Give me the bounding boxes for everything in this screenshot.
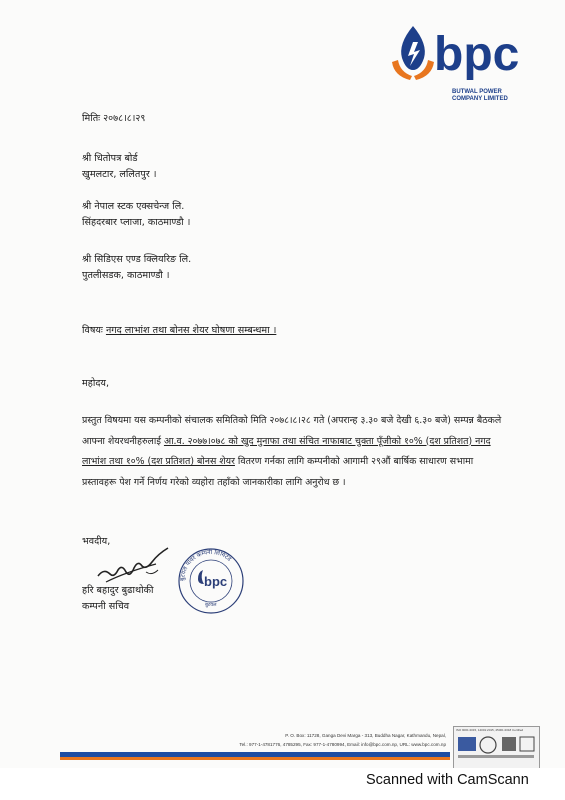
company-name <box>452 89 532 103</box>
recipient-3-address: पुतलीसडक, काठमाण्डौ । <box>82 270 170 281</box>
stamp-center-text: bpc <box>204 574 228 589</box>
cert-badges-icon <box>454 729 539 769</box>
recipient-2-name: श्री नेपाल स्टक एक्सचेन्ज लि. <box>82 201 185 212</box>
recipient-1-address: खुमलटार, ललितपुर । <box>82 169 157 180</box>
camscanner-watermark: Scanned with CamScann <box>362 772 529 788</box>
company-name-line1: BUTWAL POWER <box>452 89 502 95</box>
company-name-line2: COMPANY LIMITED <box>452 96 508 102</box>
bpc-logo-icon <box>388 18 530 88</box>
subject-line <box>82 323 276 336</box>
footer-address-line1: P. O. Box: 11728, Ganga Devi Marga - 313, Buddha Nagar, Kathmandu, Nepal, <box>285 733 446 738</box>
body-paragraph <box>82 411 502 493</box>
salutation: महोदय, <box>82 378 110 389</box>
signatory-title: कम्पनी सचिव <box>82 601 130 612</box>
stamp-bottom-text: बुटवल <box>205 602 217 608</box>
subject-label: विषयः <box>82 325 103 336</box>
certification-logos <box>453 726 540 770</box>
cert-text: ISO 9001:2015, 14001:2015, 45001:2018 Certified <box>456 728 524 732</box>
body-part-2-underlined: आ.व. २०७७।०७८ को खुद मुनाफा तथा संचित नाफाबाट चुक्ता पूँजीको १०% (दश प्रतिशत) नगद लाभांश तथा १०% (दश प्रतिशत) बोनस शेयर <box>82 435 491 467</box>
closing: भवदीय, <box>82 536 111 547</box>
body-part-3: वितरण गर्नका लागि कम्पनीको आगामी २९औं बार्षिक साधारण सभामा प्रस्तावहरू पेश गर्ने निर्णय गरेको व्यहोरा तहाँको जानकारीका लागि अनुरोध छ । <box>82 456 474 488</box>
footer-bar-orange <box>60 757 450 760</box>
stamp-ring-text: बुटवल पावर कम्पनी लिमिटेड <box>178 548 233 582</box>
footer-address <box>200 731 446 749</box>
company-logo <box>388 18 530 110</box>
signatory-name: हरि बहादुर बुढाथोकी <box>82 585 154 596</box>
body-part-1: प्रस्तुत विषयमा यस कम्पनीको संचालक समितिको मिति २०७८।८।२८ गते (अपरान्ह ३.३० बजे देखी ६.३० बजे) सम्पन्न बैठकले आफ्ना शेयरधनीहरुलाई <box>82 415 502 447</box>
logo-text: bpc <box>434 28 520 81</box>
recipient-3-name: श्री सिडिएस एण्ड क्लियरिङ लि. <box>82 254 192 265</box>
company-seal-stamp <box>176 546 246 616</box>
subject-text: नगद लाभांश तथा बोनस शेयर घोषणा सम्बन्धमा । <box>105 325 277 336</box>
recipient-2-address: सिंहदरबार प्लाजा, काठमाण्डौ । <box>82 217 191 228</box>
footer-address-line2: Tel.: 977-1-4781776, 4785295, Fax: 977-1-4780994, Email: info@bpc.com.np, URL: www.bpc.com.np <box>239 742 446 747</box>
recipient-1-name: श्री धितोपत्र बोर्ड <box>82 153 138 164</box>
letter-date: मितिः २०७८।८।२९ <box>82 113 146 124</box>
